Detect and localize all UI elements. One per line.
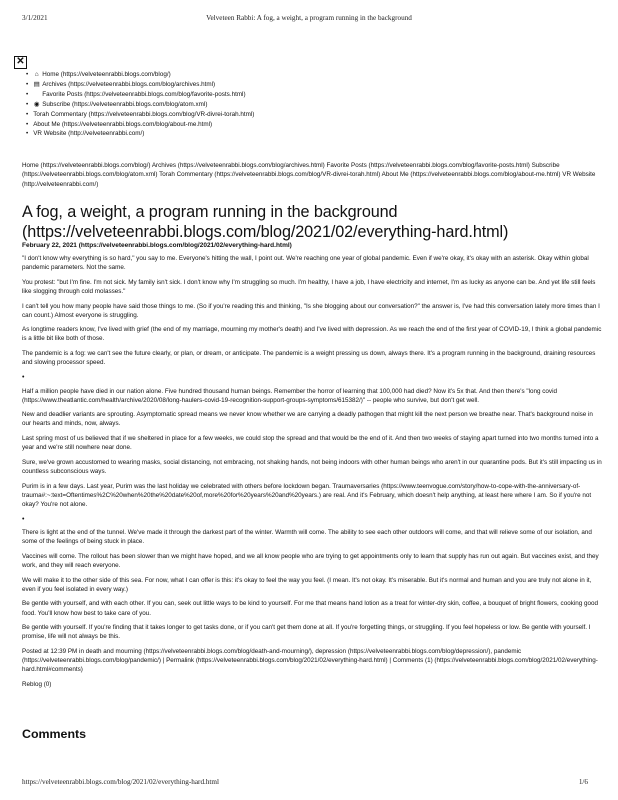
post-paragraph: Last spring most of us believed that if we sheltered in place for a few weeks, we could stop the spread and that would be the end of it. And then two weeks of staying apart turned into two months turned into a year and we're still nowhere near done.: [22, 435, 599, 452]
menu-item-favorite-posts[interactable]: [26, 90, 254, 100]
print-url: https://velveteenrabbi.blogs.com/blog/2021/02/everything-hard.html: [22, 778, 220, 786]
page-number: 1/6: [578, 778, 588, 786]
post-paragraph: Half a million people have died in our nation alone. Five hundred thousand human beings. Remember the horror of learning that 100,000 had died? Now it's 5x that. And then there's "long covid (https://www.theatlantic.com/health/archive/2020/08/long-haulers-covid-19-recognition-support-groups-symptoms/615382/)" -- people who survive, but don't get well.: [22, 387, 557, 404]
section-divider: •: [22, 373, 25, 381]
post-paragraph: Be gentle with yourself, and with each other. If you can, seek out little ways to be kind to yourself. For me that means hand lotion as a treat for winter-dry skin, coffee, a bouquet of bright flowers, cooking good food. You'll know how best to take care of you.: [22, 600, 599, 617]
post-date[interactable]: February 22, 2021 (https://velveteenrabbi.blogs.com/blog/2021/02/everything-hard.html): [22, 242, 292, 249]
menu-item-vr-website[interactable]: [26, 129, 254, 139]
print-date: 3/1/2021: [22, 14, 48, 22]
menu-item-about-me[interactable]: [26, 120, 254, 130]
menu-item-label: Subscribe (https://velveteenrabbi.blogs.com/blog/atom.xml): [42, 100, 208, 108]
post-title[interactable]: A fog, a weight, a program running in the background (https://velveteenrabbi.blogs.com/blog/2021/02/everything-hard.html): [22, 203, 509, 241]
post-paragraph: New and deadlier variants are sprouting. Asymptomatic spread means we never know whether we are carrying a deadly pathogen that might kill the next person we breathe near. That's background noise in our hearts and minds, now, always.: [22, 411, 593, 428]
post-paragraph: There is light at the end of the tunnel. We've made it through the darkest part of the winter. Warmth will come. The ability to see each other outdoors will come, and that will relieve some of our isolation, and some of the feelings of being stuck in place.: [22, 529, 592, 546]
home-icon: ⌂: [34, 71, 39, 78]
nav-links-paragraph[interactable]: Home (https://velveteenrabbi.blogs.com/blog/) Archives (https://velveteenrabbi.blogs.com/blog/archives.html) Favorite Posts (https://velveteenrabbi.blogs.com/blog/favorite-posts.html) Subscribe (https://velveteenrabbi.blogs.com/blog/atom.xml) Torah Commentary (https://velveteenrabbi.blogs.com/blog/VR-divrei-torah.html) About Me (https://velveteenrabbi.blogs.com/blog/about-me.html) VR Website (http://velveteenrabbi.com/): [22, 162, 596, 188]
rss-icon: ◉: [33, 100, 40, 108]
post-paragraph: "I don't know why everything is so hard," you say to me. Everyone's hitting the wall, I point out. We're reaching one year of global pandemic. Even if we're okay, it's okay with an asterisk. Okay within global pandemic parameters. Not the same.: [22, 255, 589, 272]
print-title: Velveteen Rabbi: A fog, a weight, a program running in the background: [206, 14, 412, 22]
post-paragraph: Vaccines will come. The rollout has been slower than we might have hoped, and we all know people who are trying to get appointments only to learn that supply has run out again. But vaccines exist, and they work, and they will reach everyone.: [22, 552, 599, 569]
menu-item-torah-commentary[interactable]: [26, 110, 254, 120]
menu-item-label: Archives (https://velveteenrabbi.blogs.com/blog/archives.html): [42, 80, 216, 88]
menu-item-label: VR Website (http://velveteenrabbi.com/): [33, 130, 145, 138]
menu-item-label: About Me (https://velveteenrabbi.blogs.com/blog/about-me.html): [33, 120, 213, 128]
reblog-link[interactable]: Reblog (0): [22, 680, 52, 688]
archive-icon: ▤: [33, 80, 40, 88]
post-meta[interactable]: Posted at 12:39 PM in death and mourning (https://velveteenrabbi.blogs.com/blog/death-and-mourning/), depression (https://velveteenrabbi.blogs.com/blog/depression/), pandemic (https://velveteenrabbi.blogs.com/blog/pandemic/) | Permalink (https://velveteenrabbi.blogs.com/blog/2021/02/everything-hard.html) | Comments (1) (https://velveteenrabbi.blogs.com/blog/2021/02/everything-hard.html#comments): [22, 648, 598, 674]
post-paragraph: Be gentle with yourself. If you're finding that it takes longer to get tasks done, or if you can't get them done at all. If you're forgetting things, or struggling. If you feel hopeless or low. Be gentle with yourself. I promise, life will not always be this.: [22, 624, 591, 641]
menu-item-label: Favorite Posts (https://velveteenrabbi.blogs.com/blog/favorite-posts.html): [42, 90, 246, 98]
post-paragraph: I can't tell you how many people have said those things to me. (So if you're reading this and thinking, "Is she blogging about our conversation?" the answer is, I've had this conversation lately more times than I can count.) Almost everyone is struggling.: [22, 302, 600, 319]
post-body: [22, 254, 602, 695]
menu-item-label: Home (https://velveteenrabbi.blogs.com/blog/): [42, 71, 171, 78]
post-paragraph: As longtime readers know, I've lived with grief (the end of my marriage, mourning my mother's death) and I've lived with depression. As we reach the end of the first year of COVID-19, I think a global pandemic is a little bit like both of those.: [22, 326, 602, 343]
post-paragraph: We will make it to the other side of this sea. For now, what I can offer is this: it's okay to feel the way you feel. (I mean. It's not okay. It's miserable. But it's normal and human and you are truly not alone in it, even if you feel isolated in every way.): [22, 576, 592, 593]
close-icon[interactable]: ✕: [14, 56, 27, 69]
post-paragraph: You protest: "but I'm fine. I'm not sick. My family isn't sick. I don't know why I'm struggling so much. I'm healthy, I have a job, I have electricity and internet, I'm as lucky as anyone can be. And yet life still feels like slogging through cold molasses.": [22, 278, 596, 295]
menu-item-subscribe[interactable]: [26, 100, 254, 110]
nav-menu: [26, 70, 254, 139]
post-paragraph: The pandemic is a fog: we can't see the future clearly, or plan, or dream, or anticipate. The pandemic is a weight pressing us down, always there. It's a program running in the background, draining resources and slowing processor speed.: [22, 350, 596, 367]
post-paragraph: Purim is in a few days. Last year, Purim was the last holiday we celebrated with others before lockdown began. Traumaversaries (https://www.teenvogue.com/story/how-to-cope-with-the-anniversary-of-trauma#:~:text=Oftentimes%2C%20when%20the%20date%20of,more%20for%20years%20and%20years.) are real. And it's February, which doesn't help anything, at least here where I am. So if you're not okay? You're not alone.: [22, 482, 592, 508]
comments-heading: Comments: [22, 727, 87, 741]
print-header: [0, 14, 618, 24]
section-divider: •: [22, 515, 25, 523]
menu-item-archives[interactable]: [26, 80, 254, 90]
menu-item-label: Torah Commentary (https://velveteenrabbi.blogs.com/blog/VR-divrei-torah.html): [33, 110, 255, 118]
menu-item-home[interactable]: [26, 70, 254, 80]
print-footer: [0, 778, 618, 788]
post-paragraph: Sure, we've grown accustomed to wearing masks, social distancing, not embracing, not shaking hands, not being indoors with other human beings who aren't in our quarantine pods. But it's still impacting us in countless subconscious ways.: [22, 458, 602, 475]
